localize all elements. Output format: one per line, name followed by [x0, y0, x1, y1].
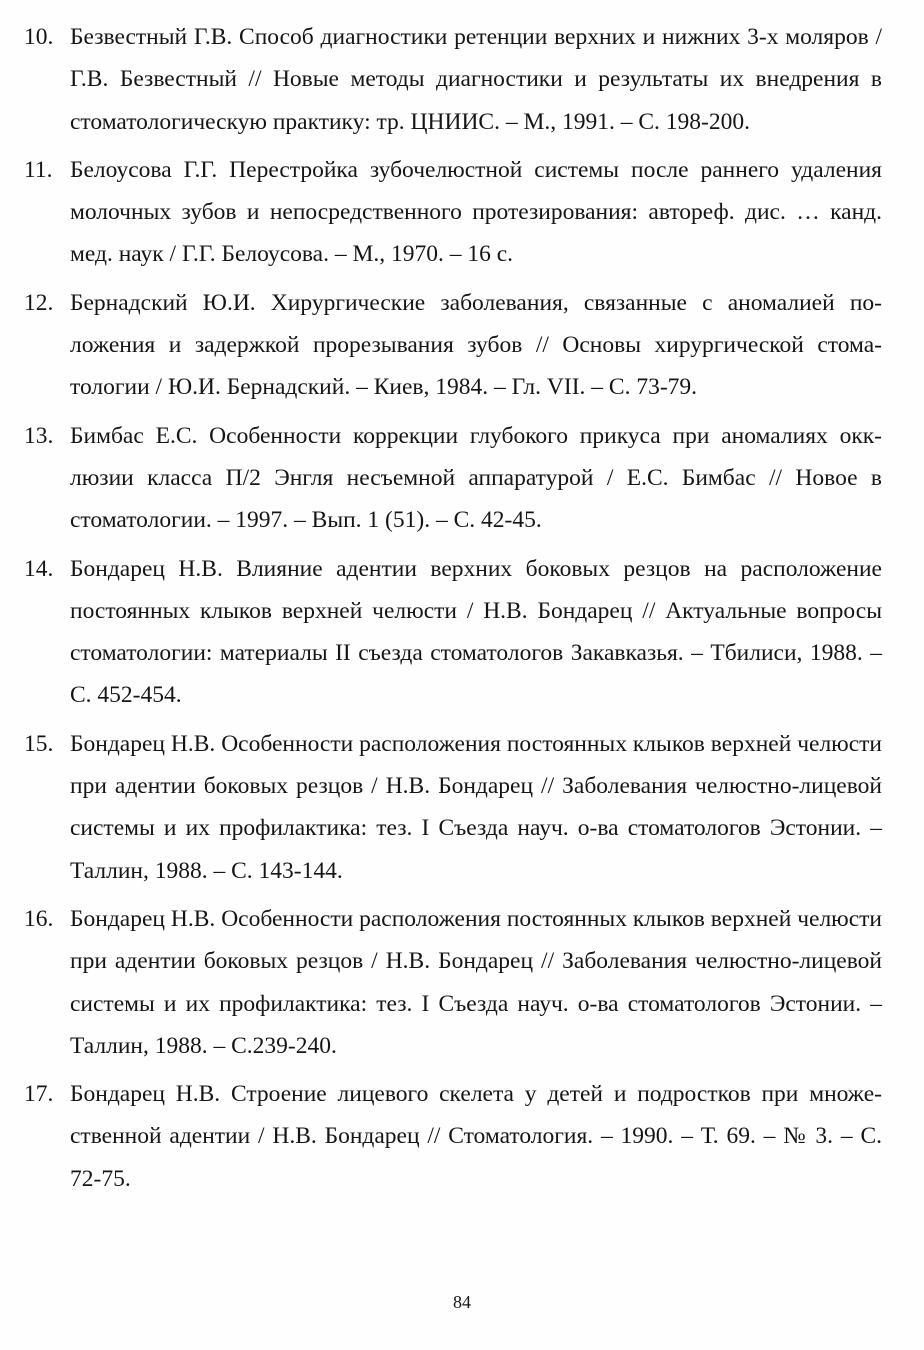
page-number: 84: [453, 1292, 471, 1312]
entry-number: 16.: [24, 905, 54, 932]
bibliography-entry-12: [24, 282, 882, 409]
entry-text: Бимбас Е.С. Особенности коррекции глубокого прикуса при аномалиях окклюзии класса П/2 Энгля несъемной аппаратурой / Е.С. Бимбас // Новое в стоматологии. – 1997. – Вып. 1 (51). – С. 42-45.: [70, 422, 882, 534]
entry-number: 12.: [24, 289, 54, 316]
entry-number: 10.: [24, 24, 54, 50]
bibliography-entry-17: [24, 1073, 882, 1200]
bibliography-entry-14: [24, 548, 882, 717]
entry-number: 11.: [24, 156, 53, 183]
entry-text: Бондарец Н.В. Особенности расположения постоянных клыков верхней челюсти при адентии боковых резцов / Н.В. Бондарец // Заболевания челюстно-лицевой системы и их профилактика: тез. I Съезда науч. о-ва стоматологов Эстонии. – Таллин, 1988. – С.239-240.: [70, 905, 882, 1059]
bibliography-list: [24, 16, 882, 1206]
entry-number: 15.: [24, 730, 54, 757]
entry-number: 17.: [24, 1081, 54, 1108]
bibliography-entry-13: [24, 415, 882, 542]
entry-text: Бондарец Н.В. Особенности расположения постоянных клыков верхней челюсти при адентии боковых резцов / Н.В. Бондарец // Заболевания челюстно-лицевой системы и их профилактика: тез. I Съезда науч. о-ва стоматологов Эстонии. – Таллин, 1988. – С. 143-144.: [70, 730, 882, 884]
entry-text: Бондарец Н.В. Влияние адентии верхних боковых резцов на расположение постоянных клыков верхней челюсти / Н.В. Бондарец // Актуальные вопросы стоматологии: материалы II съезда стоматологов Закавказья. – Тбилиси, 1988. – С. 452-454.: [70, 555, 882, 709]
bibliography-entry-11: [24, 149, 882, 276]
entry-text: Бернадский Ю.И. Хирургические заболевания, связанные с аномалией положения и задержкой прорезывания зубов // Основы хирургической стоматологии / Ю.И. Бернадский. – Киев, 1984. – Гл. VII. – С. 73-79.: [70, 289, 882, 401]
bibliography-entry-16: [24, 898, 882, 1067]
entry-text: Белоусова Г.Г. Перестройка зубочелюстной системы после раннего удаления молочных зубов и непосредственного протезирования: автореф. дис. … канд. мед. наук / Г.Г. Белоусова. – М., 1970. – 16 с.: [70, 156, 882, 268]
entry-text: Безвестный Г.В. Способ диагностики ретенции верхних и нижних 3-х моляров / Г.В. Безвестный // Новые методы диагностики и результаты их внедрения в стоматологическую практику: тр. ЦНИИС. – М., 1991. – С. 198-200.: [70, 24, 882, 135]
entry-text: Бондарец Н.В. Строение лицевого скелета у детей и подростков при множественной адентии / Н.В. Бондарец // Стоматология. – 1990. – Т. 69. – № 3. – С. 72-75.: [70, 1081, 882, 1192]
entry-number: 14.: [24, 555, 54, 582]
entry-number: 13.: [24, 422, 54, 449]
bibliography-entry-10: [24, 16, 882, 143]
bibliography-entry-15: [24, 723, 882, 892]
